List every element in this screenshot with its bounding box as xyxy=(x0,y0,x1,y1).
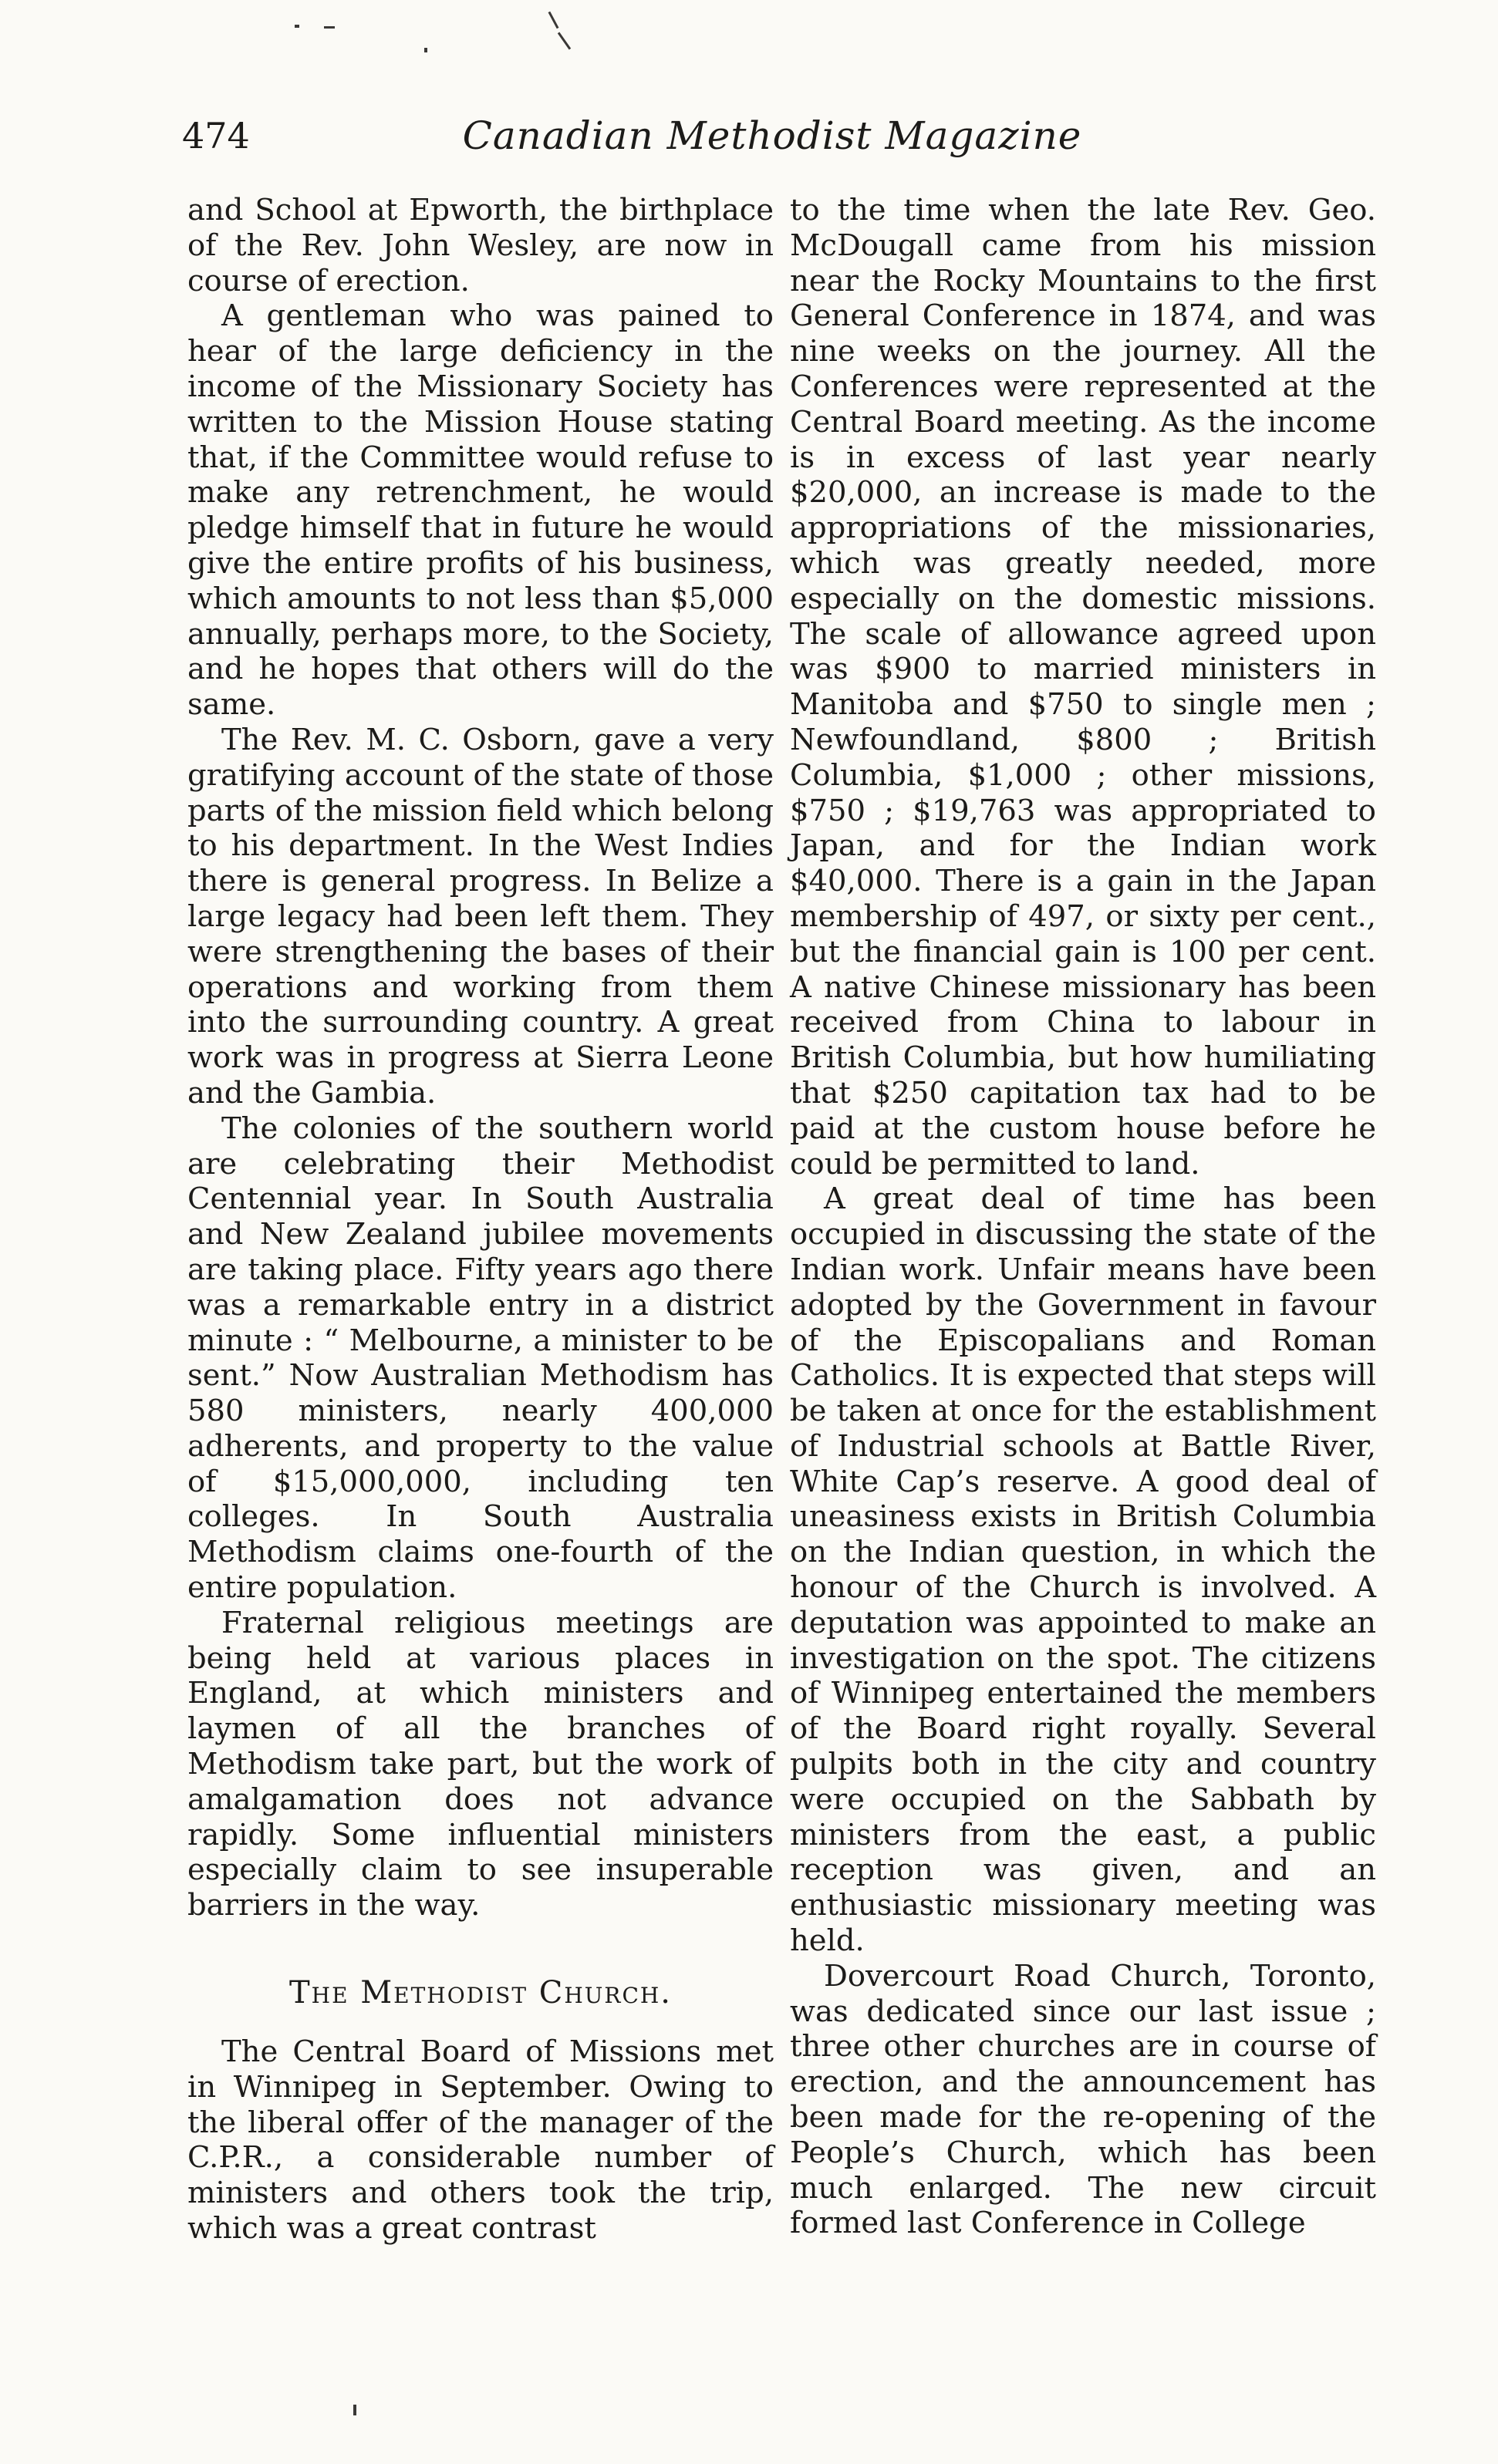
paragraph: and School at Epworth, the birthplace of the Rev. John Wesley, are now in course of erection. xyxy=(187,193,774,298)
paragraph: Fraternal religious meetings are being held at various places in England, at which ministers and laymen of all the branches of Methodism take part, but the work of amalgamation does not advance rapidly. Some influential ministers especially claim to see insuperable barriers in the way. xyxy=(187,1605,774,1923)
left-column xyxy=(187,193,774,2247)
print-speck xyxy=(353,2405,356,2415)
print-speck xyxy=(324,26,335,29)
print-speck xyxy=(558,32,571,49)
right-column xyxy=(790,193,1376,2241)
print-speck xyxy=(295,25,299,28)
page-header xyxy=(182,105,1362,167)
paragraph: A gentleman who was pained to hear of the large deficiency in the income of the Missionary Society has written to the Mission House stating that, if the Committee would refuse to make any retrenchment, he would pledge himself that in future he would give the entire profits of his business, which amounts to not less than $5,000 annually, perhaps more, to the Society, and he hopes that others will do the same. xyxy=(187,298,774,723)
paragraph: The Central Board of Missions met in Winnipeg in September. Owing to the liberal offer of the manager of the C.P.R., a considerable number of ministers and others took the trip, which was a great contrast xyxy=(187,2034,774,2247)
print-speck xyxy=(424,48,427,52)
paragraph: The Rev. M. C. Osborn, gave a very gratifying account of the state of those parts of the mission field which belong to his department. In the West Indies there is general progress. In Belize a large legacy had been left them. They were strengthening the bases of their operations and working from them into the surrounding country. A great work was in progress at Sierra Leone and the Gambia. xyxy=(187,722,774,1111)
paragraph: The colonies of the southern world are celebrating their Methodist Centennial year. In South Australia and New Zealand jubilee movements are taking place. Fifty years ago there was a remarkable entry in a district minute : “ Melbourne, a minister to be sent.” Now Australian Methodism has 580 ministers, nearly 400,000 adherents, and property to the value of $15,000,000, including ten colleges. In South Australia Methodism claims one-fourth of the entire population. xyxy=(187,1111,774,1606)
print-speck xyxy=(548,12,559,29)
section-heading: The Methodist Church. xyxy=(288,1975,673,2011)
paragraph: to the time when the late Rev. Geo. McDougall came from his mission near the Rocky Mountains to the first General Conference in 1874, and was nine weeks on the journey. All the Conferences were represented at the Central Board meeting. As the income is in excess of last year nearly $20,000, an increase is made to the appropriations of the missionaries, which was greatly needed, more especially on the domestic missions. The scale of allowance agreed upon was $900 to married ministers in Manitoba and $750 to single men ; Newfoundland, $800 ; British Columbia, $1,000 ; other missions, $750 ; $19,763 was appropriated to Japan, and for the Indian work $40,000. There is a gain in the Japan membership of 497, or sixty per cent., but the financial gain is 100 per cent. A native Chinese missionary has been received from China to labour in British Columbia, but how humiliating that $250 capitation tax had to be paid at the custom house before he could be permitted to land. xyxy=(790,193,1376,1181)
paragraph: A great deal of time has been occupied in discussing the state of the Indian work. Unfair means have been adopted by the Government in favour of the Episcopalians and Roman Catholics. It is expected that steps will be taken at once for the establishment of Industrial schools at Battle River, White Cap’s reserve. A good deal of uneasiness exists in British Columbia on the Indian question, in which the honour of the Church is involved. A deputation was appointed to make an investigation on the spot. The citizens of Winnipeg entertained the members of the Board right royally. Several pulpits both in the city and country were occupied on the Sabbath by ministers from the east, a public reception was given, and an enthusiastic missionary meeting was held. xyxy=(790,1181,1376,1959)
running-title: Canadian Methodist Magazine xyxy=(462,113,1082,158)
page-number: 474 xyxy=(182,115,250,157)
paragraph: Dovercourt Road Church, Toronto, was dedicated since our last issue ; three other churches are in course of erection, and the announcement has been made for the re-opening of the People’s Church, which has been much enlarged. The new circuit formed last Conference in College xyxy=(790,1958,1376,2241)
